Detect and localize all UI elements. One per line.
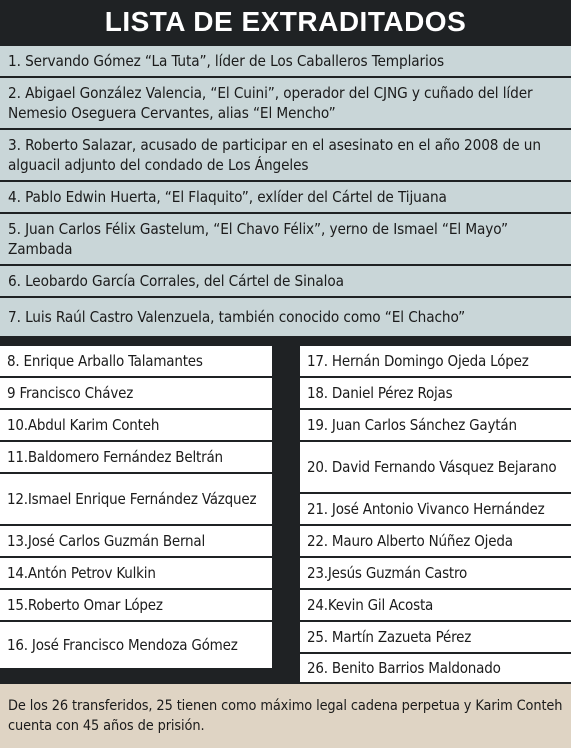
list-item: 4. Pablo Edwin Huerta, “El Flaquito”, exlíder del Cártel de Tijuana [0,182,571,212]
list-item: 14.Antón Petrov Kulkin [0,558,272,588]
list-item: 6. Leobardo García Corrales, del Cártel de Sinaloa [0,266,571,296]
list-item: 26. Benito Barrios Maldonado [300,654,571,682]
list-item: 5. Juan Carlos Félix Gastelum, “El Chavo Félix”, yerno de Ismael “El Mayo” Zambada [0,214,571,264]
list-item: 3. Roberto Salazar, acusado de participar en el asesinato en el año 2008 de un alguacil adjunto del condado de Los Ángeles [0,130,571,180]
list-item: 17. Hernán Domingo Ojeda López [300,346,571,376]
list-item: 16. José Francisco Mendoza Gómez [0,622,272,668]
list-item: 23.Jesús Guzmán Castro [300,558,571,588]
list-item: 2. Abigael González Valencia, “El Cuini”, operador del CJNG y cuñado del líder Nemesio Oseguera Cervantes, alias “El Mencho” [0,78,571,128]
list-item: 13.José Carlos Guzmán Bernal [0,526,272,556]
list-item: 9 Francisco Chávez [0,378,272,408]
list-item: 1. Servando Gómez “La Tuta”, líder de Los Caballeros Templarios [0,46,571,76]
list-item: 12.Ismael Enrique Fernández Vázquez [0,474,272,524]
list-item: 25. Martín Zazueta Pérez [300,622,571,652]
list-item: 22. Mauro Alberto Núñez Ojeda [300,526,571,556]
page-title: LISTA DE EXTRADITADOS [104,6,467,37]
list-item: 24.Kevin Gil Acosta [300,590,571,620]
list-item: 19. Juan Carlos Sánchez Gaytán [300,410,571,440]
list-item: 7. Luis Raúl Castro Valenzuela, también conocido como “El Chacho” [0,298,571,336]
list-item: 15.Roberto Omar López [0,590,272,620]
footer-note: De los 26 transferidos, 25 tienen como máximo legal cadena perpetua y Karim Conteh cuenta con 45 años de prisión. [0,684,571,748]
list-item: 8. Enrique Arballo Talamantes [0,346,272,376]
list-item: 10.Abdul Karim Conteh [0,410,272,440]
list-item: 11.Baldomero Fernández Beltrán [0,442,272,472]
list-item: 21. José Antonio Vivanco Hernández [300,494,571,524]
list-item: 18. Daniel Pérez Rojas [300,378,571,408]
list-item: 20. David Fernando Vásquez Bejarano [300,442,571,492]
